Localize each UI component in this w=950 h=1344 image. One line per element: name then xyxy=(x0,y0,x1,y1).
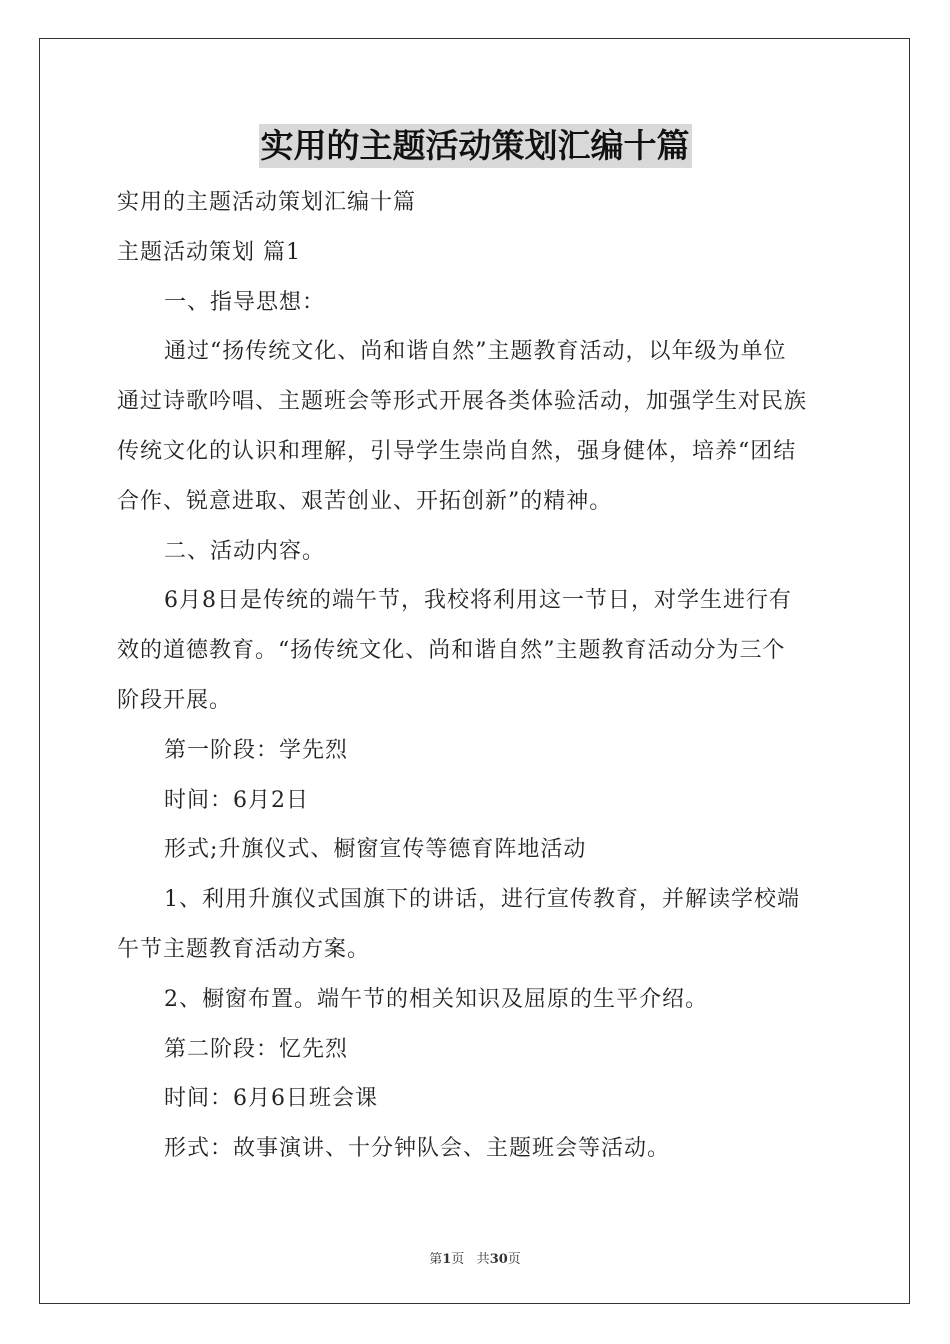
section-heading: 主题活动策划 篇1 xyxy=(117,239,301,265)
total-pages: 30 xyxy=(489,1252,508,1267)
paragraph-line: 阶段开展。 xyxy=(117,687,233,713)
paragraph-line: 6月8日是传统的端午节，我校将利用这一节日，对学生进行有 xyxy=(164,588,792,614)
paragraph-line: 通过诗歌吟唱、主题班会等形式开展各类体验活动，加强学生对民族 xyxy=(117,389,808,415)
paragraph-line: 第一阶段：学先烈 xyxy=(164,737,349,763)
paragraph-line: 形式：故事演讲、十分钟队会、主题班会等活动。 xyxy=(164,1136,671,1162)
document-body xyxy=(117,178,833,1174)
paragraph-line: 第二阶段：忆先烈 xyxy=(164,1036,349,1062)
paragraph-line: 2、橱窗布置。端午节的相关知识及屈原的生平介绍。 xyxy=(164,986,708,1012)
title-container xyxy=(0,124,950,168)
paragraph-line: 时间：6月6日班会课 xyxy=(164,1086,378,1112)
paragraph-line: 形式;升旗仪式、橱窗宣传等德育阵地活动 xyxy=(164,837,587,863)
paragraph-line: 一、指导思想： xyxy=(164,289,326,315)
paragraph-line: 合作、锐意进取、艰苦创业、开拓创新”的精神。 xyxy=(117,488,613,514)
paragraph-line: 1、利用升旗仪式国旗下的讲话，进行宣传教育，并解读学校端 xyxy=(164,887,800,913)
page-number: 1 xyxy=(442,1252,452,1267)
paragraph-line: 时间：6月2日 xyxy=(164,787,309,813)
page-suffix: 页 xyxy=(451,1252,465,1267)
total-suffix: 页 xyxy=(507,1252,521,1267)
document-title: 实用的主题活动策划汇编十篇 xyxy=(259,124,692,168)
total-prefix: 共 xyxy=(476,1252,490,1267)
paragraph-line: 效的道德教育。“扬传统文化、尚和谐自然”主题教育活动分为三个 xyxy=(117,638,786,664)
page-footer xyxy=(0,1248,950,1267)
paragraph-line: 二、活动内容。 xyxy=(164,538,326,564)
paragraph-line: 传统文化的认识和理解，引导学生崇尚自然，强身健体，培养“团结 xyxy=(117,438,797,464)
paragraph-line: 通过“扬传统文化、尚和谐自然”主题教育活动，以年级为单位 xyxy=(164,339,787,365)
page-prefix: 第 xyxy=(429,1252,443,1267)
paragraph-line: 午节主题教育活动方案。 xyxy=(117,936,371,962)
paragraph-line: 实用的主题活动策划汇编十篇 xyxy=(117,190,417,215)
